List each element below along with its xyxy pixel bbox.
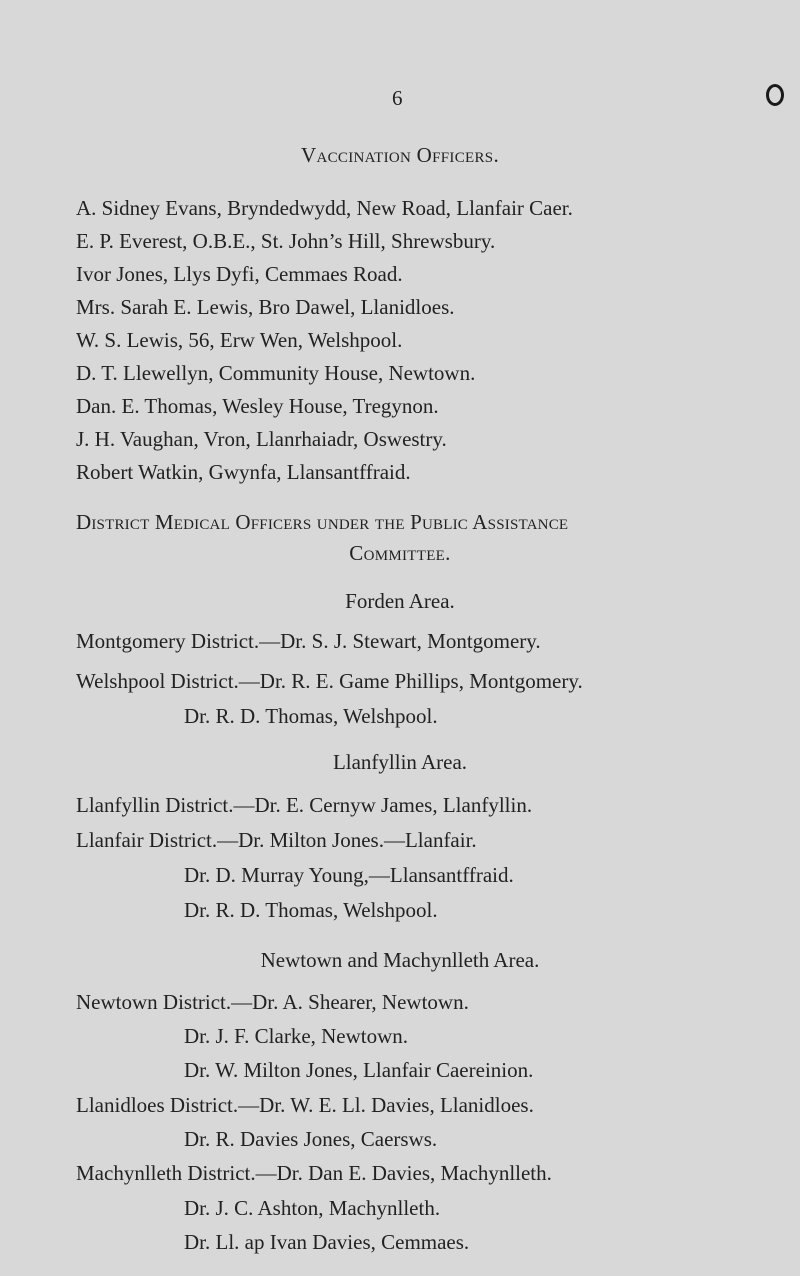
area-title-newtown-machynlleth: Newtown and Machynlleth Area. xyxy=(260,948,540,972)
district-line: Dr. W. Milton Jones, Llanfair Caereinion. xyxy=(184,1058,534,1082)
vaccination-officer-entry: A. Sidney Evans, Bryndedwydd, New Road, Llanfair Caer. xyxy=(76,196,573,220)
page-number: 6 xyxy=(392,86,403,110)
vaccination-officer-entry: Dan. E. Thomas, Wesley House, Tregynon. xyxy=(76,394,439,418)
area-title-llanfyllin: Llanfyllin Area. xyxy=(332,750,468,774)
vaccination-officer-entry: D. T. Llewellyn, Community House, Newtown. xyxy=(76,361,476,385)
area-title-forden: Forden Area. xyxy=(345,589,455,613)
vaccination-officer-entry: Ivor Jones, Llys Dyfi, Cemmaes Road. xyxy=(76,262,403,286)
vaccination-officer-entry: E. P. Everest, O.B.E., St. John’s Hill, Shrewsbury. xyxy=(76,229,496,253)
district-line: Dr. D. Murray Young,—Llansantffraid. xyxy=(184,863,514,887)
district-line: Llanidloes District.—Dr. W. E. Ll. Davies, Llanidloes. xyxy=(76,1093,534,1117)
district-line: Machynlleth District.—Dr. Dan E. Davies, Machynlleth. xyxy=(76,1161,552,1185)
district-line: Dr. R. Davies Jones, Caersws. xyxy=(184,1127,438,1151)
vaccination-officer-entry: W. S. Lewis, 56, Erw Wen, Welshpool. xyxy=(76,328,403,352)
district-medical-officers-heading-line2: Committee. xyxy=(349,541,451,565)
punch-hole-mark xyxy=(766,84,784,106)
vaccination-officer-entry: Mrs. Sarah E. Lewis, Bro Dawel, Llanidloes. xyxy=(76,295,455,319)
vaccination-officer-entry: J. H. Vaughan, Vron, Llanrhaiadr, Oswestry. xyxy=(76,427,447,451)
district-line: Dr. R. D. Thomas, Welshpool. xyxy=(184,898,438,922)
district-line: Montgomery District.—Dr. S. J. Stewart, Montgomery. xyxy=(76,629,541,653)
district-line: Llanfair District.—Dr. Milton Jones.—Llanfair. xyxy=(76,828,477,852)
district-line: Dr. J. C. Ashton, Machynlleth. xyxy=(184,1196,441,1220)
vaccination-officers-heading: Vaccination Officers. xyxy=(301,143,499,167)
district-line: Llanfyllin District.—Dr. E. Cernyw James, Llanfyllin. xyxy=(76,793,533,817)
vaccination-officer-entry: Robert Watkin, Gwynfa, Llansantffraid. xyxy=(76,460,411,484)
district-line: Dr. R. D. Thomas, Welshpool. xyxy=(184,704,438,728)
district-medical-officers-heading: District Medical Officers under the Public Assistance xyxy=(76,510,569,534)
district-line: Dr. J. F. Clarke, Newtown. xyxy=(184,1024,409,1048)
district-line: Welshpool District.—Dr. R. E. Game Phillips, Montgomery. xyxy=(76,669,583,693)
district-line: Dr. Ll. ap Ivan Davies, Cemmaes. xyxy=(184,1230,470,1254)
district-line: Newtown District.—Dr. A. Shearer, Newtown. xyxy=(76,990,469,1014)
